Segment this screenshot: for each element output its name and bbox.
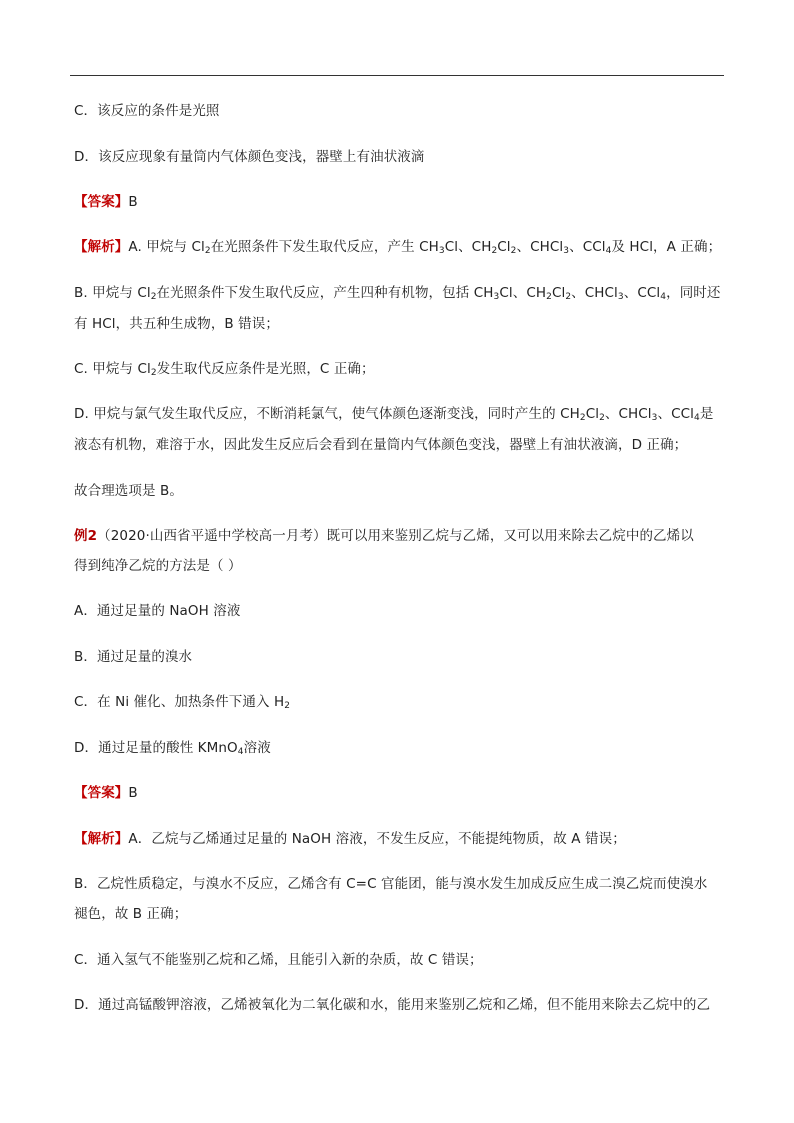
subscript: 3 (617, 292, 624, 302)
analysis-text: 、CHCl (516, 239, 564, 255)
subscript: 2 (491, 246, 498, 256)
subscript: 3 (563, 246, 570, 256)
analysis-label: 【解析】 (74, 239, 129, 255)
q2-option-b: B．通过足量的溴水 (74, 649, 193, 665)
answer-label: 【答案】 (74, 194, 129, 210)
analysis-text: Cl、CH (499, 285, 547, 301)
answer-label: 【答案】 (74, 785, 129, 801)
q1-analysis-a (74, 238, 721, 256)
analysis-text: A. 甲烷与 Cl (128, 239, 205, 255)
subscript: 3 (651, 413, 658, 423)
example-label: 例2 (74, 528, 98, 544)
subscript: 2 (579, 413, 586, 423)
q2-stem-cont: 得到纯净乙烷的方法是（ ） (74, 558, 242, 574)
q1-analysis-d-cont: 液态有机物，难溶于水，因此发生反应后会看到在量筒内气体颜色变浅，器壁上有油状液滴，D 正确； (74, 437, 688, 453)
q1-analysis-b (74, 284, 721, 302)
q2-analysis-d: D．通过高锰酸钾溶液，乙烯被氧化为二氧化碳和水，能用来鉴别乙烷和乙烯，但不能用来除去乙烷中的乙 (74, 997, 711, 1013)
analysis-text: C. 甲烷与 Cl (74, 361, 151, 377)
subscript: 4 (694, 413, 700, 423)
analysis-text: 及 HCl，A 正确； (611, 239, 722, 255)
analysis-text: 在光照条件下发生取代反应，产生四种有机物，包括 CH (156, 285, 494, 301)
answer-value: B (128, 785, 138, 801)
subscript: 2 (546, 292, 552, 302)
analysis-text: A．乙烷与乙烯通过足量的 NaOH 溶液，不发生反应，不能提纯物质，故 A 错误； (128, 831, 626, 847)
q1-option-c: C．该反应的条件是光照 (74, 103, 220, 119)
q2-answer (74, 784, 138, 802)
analysis-text: Cl (497, 239, 511, 255)
q2-analysis-b-cont: 褪色，故 B 正确； (74, 906, 188, 922)
subscript: 2 (204, 246, 211, 256)
analysis-text: 、CCl (657, 406, 695, 422)
option-text: 溶液 (243, 740, 271, 756)
subscript: 3 (438, 246, 445, 256)
subscript: 2 (599, 413, 605, 423)
q1-conclusion: 故合理选项是 B。 (74, 483, 183, 499)
header-rule (70, 75, 724, 76)
analysis-text: 、CHCl (571, 285, 618, 301)
q2-stem (74, 527, 694, 545)
q2-option-c (74, 693, 290, 711)
subscript: 2 (150, 292, 157, 302)
q2-analysis-c: C．通入氢气不能鉴别乙烷和乙烯，且能引入新的杂质，故 C 错误； (74, 952, 483, 968)
analysis-text: 发生取代反应条件是光照，C 正确； (156, 361, 375, 377)
q2-analysis-a (74, 830, 626, 848)
q2-analysis-b: B．乙烷性质稳定，与溴水不反应，乙烯含有 C=C 官能团，能与溴水发生加成反应生成二溴乙烷而使溴水 (74, 876, 708, 892)
subscript: 2 (150, 368, 157, 378)
q1-option-d: D．该反应现象有量筒内气体颜色变浅，器壁上有油状液滴 (74, 149, 425, 165)
analysis-text: 、CCl (569, 239, 606, 255)
analysis-label: 【解析】 (74, 831, 129, 847)
analysis-text: Cl (585, 406, 600, 422)
analysis-text: 、CCl (623, 285, 661, 301)
option-text: D．通过足量的酸性 KMnO (74, 740, 238, 756)
analysis-text: Cl (551, 285, 566, 301)
subscript: 2 (284, 701, 291, 711)
subscript: 3 (493, 292, 500, 302)
subscript: 2 (510, 246, 517, 256)
q1-analysis-d (74, 405, 713, 423)
q2-option-d (74, 739, 271, 757)
answer-value: B (128, 194, 138, 210)
subscript: 4 (660, 292, 667, 302)
analysis-text: 、CHCl (604, 406, 652, 422)
analysis-text: ，同时还 (666, 285, 721, 301)
subscript: 2 (565, 292, 572, 302)
analysis-text: Cl、CH (444, 239, 492, 255)
analysis-text: 在光照条件下发生取代反应，产生 CH (210, 239, 439, 255)
question-text: （2020·山西省平遥中学校高一月考）既可以用来鉴别乙烷与乙烯，又可以用来除去乙烷中的乙烯以 (97, 528, 694, 544)
q1-answer (74, 193, 138, 211)
analysis-text: 是 (699, 406, 714, 422)
subscript: 4 (237, 747, 244, 757)
option-text: C．在 Ni 催化、加热条件下通入 H (74, 694, 285, 710)
q1-analysis-b-cont: 有 HCl，共五种生成物，B 错误； (74, 316, 279, 332)
analysis-text: D. 甲烷与氯气发生取代反应，不断消耗氯气，使气体颜色逐渐变浅，同时产生的 CH (74, 406, 580, 422)
subscript: 4 (605, 246, 612, 256)
q2-option-a: A．通过足量的 NaOH 溶液 (74, 603, 241, 619)
analysis-text: B. 甲烷与 Cl (74, 285, 151, 301)
q1-analysis-c (74, 360, 375, 378)
